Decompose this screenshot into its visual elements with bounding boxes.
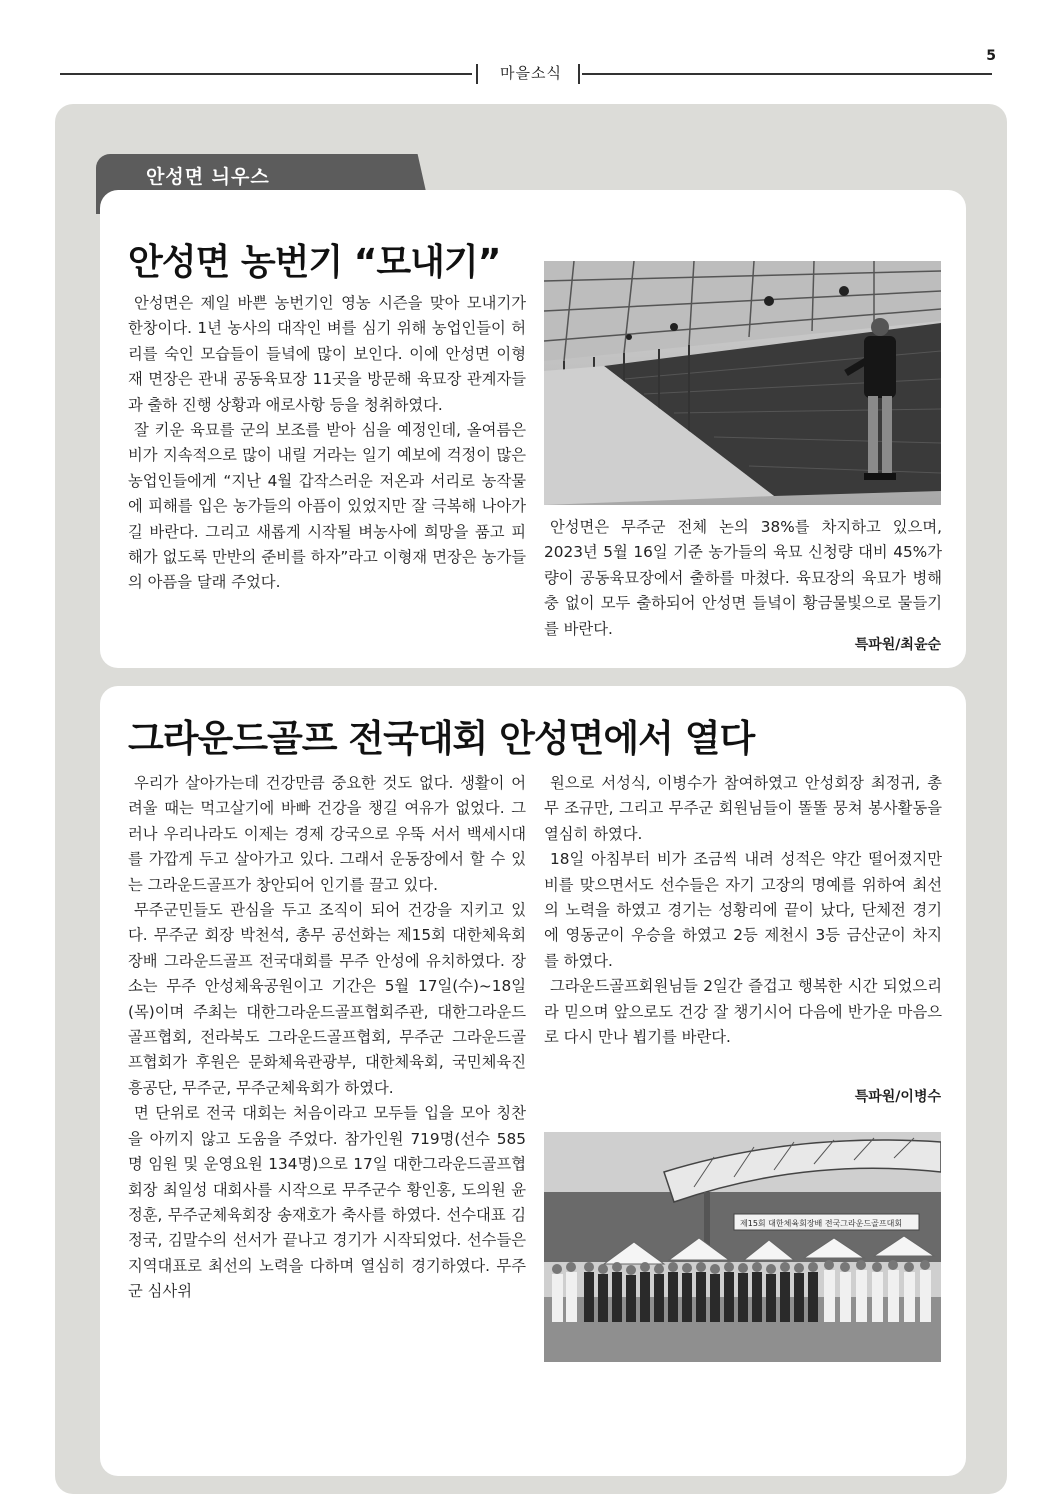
- seedling-greenhouse-photo: [544, 261, 941, 505]
- page-number: 5: [986, 48, 996, 64]
- greenhouse-illustration: [544, 261, 941, 505]
- section-label: 마을소식: [500, 64, 562, 82]
- group-photo-illustration: [544, 1132, 941, 1362]
- article2-paragraph: 18일 아침부터 비가 조금씩 내려 성적은 약간 떨어졌지만 비를 맞으면서도 선수들은 자기 고장의 명예를 위하여 최선의 노력을 하였고 경기는 성황리에 끝이 났다, 단체전 경기에 영동군이 우승을 하였고 2등 제천시 3등 금산군이 차지를 하였다.: [544, 850, 942, 970]
- header-rule-left: [60, 73, 472, 75]
- article2-body-right: [544, 771, 942, 1050]
- article2-title: 그라운드골프 전국대회 안성면에서 열다: [128, 717, 755, 760]
- article1-body-left: [128, 291, 526, 596]
- article2-paragraph: 원으로 서성식, 이병수가 참여하였고 안성회장 최정귀, 총무 조규만, 그리고 무주군 회원님들이 똘똘 뭉쳐 봉사활동을 열심히 하였다.: [544, 774, 942, 843]
- article1-paragraph: 잘 키운 육묘를 군의 보조를 받아 심을 예정인데, 올여름은 비가 지속적으로 많이 내릴 거라는 일기 예보에 걱정이 많은 농업인들에게 “지난 4월 갑작스러운 저온과 서리로 농작물에 피해를 입은 농가들의 아픔이 있었지만 잘 극복해 나아가길 바란다. 그리고 새롭게 시작될 벼농사에 희망을 품고 피해가 없도록 만반의 준비를 하자”라고 이형재 면장은 농가들의 아픔을 달래 주었다.: [128, 421, 526, 592]
- header-tick-left: [476, 64, 478, 84]
- header-rule-right: [582, 73, 992, 75]
- section-tab-label: 안성면 늬우스: [146, 166, 270, 188]
- article2-paragraph: 그라운드골프회원님들 2일간 즐겁고 행복한 시간 되었으리라 믿으며 앞으로도 건강 잘 챙기시어 다음에 반가운 마음으로 다시 만나 뵙기를 바란다.: [544, 977, 942, 1047]
- article1-body-right: [544, 515, 942, 642]
- article2-body-left: [128, 771, 526, 1305]
- article1-byline: 특파원/최윤순: [854, 637, 941, 653]
- article1-paragraph: 안성면은 무주군 전체 논의 38%를 차지하고 있으며, 2023년 5월 16일 기준 농가들의 육묘 신청량 대비 45%가량이 공동육묘장에서 출하를 마쳤다. 육묘장의 육묘가 병해충 없이 모두 출하되어 안성면 들녘이 황금물빛으로 물들기를 바란다.: [544, 518, 942, 638]
- article2-byline: 특파원/이병수: [854, 1089, 941, 1105]
- article1-paragraph: 안성면은 제일 바쁜 농번기인 영농 시즌을 맞아 모내기가 한창이다. 1년 농사의 대작인 벼를 심기 위해 농업인들이 허리를 숙인 모습들이 들녘에 많이 보인다. 이에 안성면 이형재 면장은 관내 공동육묘장 11곳을 방문해 육묘장 관계자들과 출하 진행 상황과 애로사항 등을 청취하였다.: [128, 294, 526, 414]
- article1-title: 안성면 농번기 “모내기”: [128, 242, 501, 283]
- article2-paragraph: 무주군민들도 관심을 두고 조직이 되어 건강을 지키고 있다. 무주군 회장 박천석, 총무 공선화는 제15회 대한체육회장배 그라운드골프 전국대회를 무주 안성에 유치하였다. 장소는 무주 안성체육공원이고 기간은 5월 17일(수)~18일(목)이며 주최는 대한그라운드골프협회주관, 대한그라운드골프협회, 전라북도 그라운드골프협회, 무주군 그라운드골프협회가 후원은 문화체육관광부, 대한체육회, 국민체육진흥공단, 무주군, 무주군체육회가 하였다.: [128, 901, 526, 1097]
- ground-golf-group-photo: [544, 1132, 941, 1362]
- event-banner-text: 제15회 대한체육회장배 전국그라운드골프대회: [740, 1219, 903, 1228]
- header-tick-right: [578, 64, 580, 84]
- article2-paragraph: 우리가 살아가는데 건강만큼 중요한 것도 없다. 생활이 어려울 때는 먹고살기에 바빠 건강을 챙길 여유가 없었다. 그러나 우리나라도 이제는 경제 강국으로 우뚝 서서 백세시대를 가깝게 두고 살아가고 있다. 그래서 운동장에서 할 수 있는 그라운드골프가 창안되어 인기를 끌고 있다.: [128, 774, 526, 894]
- article2-paragraph: 면 단위로 전국 대회는 처음이라고 모두들 입을 모아 칭찬을 아끼지 않고 도움을 주었다. 참가인원 719명(선수 585명 임원 및 운영요원 134명)으로 17일 대한그라운드골프협회장 최일성 대회사를 시작으로 무주군수 황인홍, 도의원 윤정훈, 무주군체육회장 송재호가 축사를 하였다. 선수대표 김정국, 김말수의 선서가 끝나고 경기가 시작되었다. 선수들은 지역대표로 최선의 노력을 다하며 열심히 경기하였다. 무주군 심사위: [128, 1104, 526, 1301]
